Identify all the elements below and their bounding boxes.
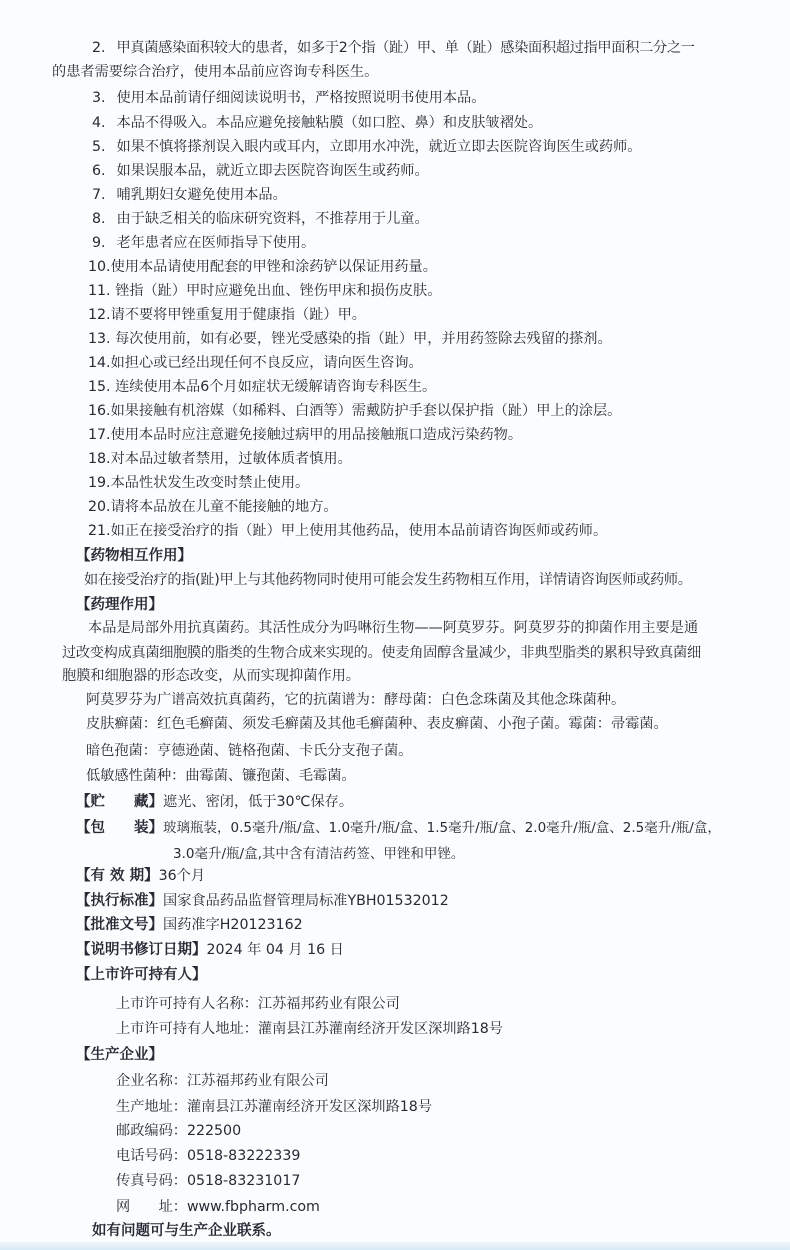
precaution-item: 21.如正在接受治疗的指（趾）甲上使用其他药品，使用本品前请咨询医师或药师。: [88, 523, 608, 539]
package-row: 【包 装】玻璃瓶装，0.5毫升/瓶/盒、1.0毫升/瓶/盒、1.5毫升/瓶/盒、2.0毫升/瓶/盒、2.5毫升/瓶/盒，: [76, 820, 721, 836]
precaution-item: 17.使用本品时应注意避免接触过病甲的用品接触瓶口造成污染药物。: [88, 427, 523, 443]
manufacturer-field: 电话号码：0518-83222339: [116, 1148, 301, 1164]
precaution-item: 9. 老年患者应在医师指导下使用。: [92, 235, 316, 251]
mah-name-row: 上市许可持有人名称：江苏福邦药业有限公司: [116, 996, 400, 1012]
precaution-item: 2. 甲真菌感染面积较大的患者，如多于2个指（趾）甲、单（趾）感染面积超过指甲面积二分之一: [92, 40, 695, 56]
precaution-item: 10.使用本品请使用配套的甲锉和涂药铲以保证用药量。: [88, 259, 437, 275]
mah-address-row: 上市许可持有人地址：灌南县江苏灌南经济开发区深圳路18号: [116, 1021, 503, 1037]
precaution-item: 8. 由于缺乏相关的临床研究资料，不推荐用于儿童。: [92, 211, 429, 227]
manufacturer-field: 传真号码：0518-83231017: [116, 1173, 301, 1189]
validity-row: 【有 效 期】36个月: [76, 868, 206, 884]
interaction-heading: 【药物相互作用】: [76, 548, 192, 564]
package-row-continued: 3.0毫升/瓶/盒,其中含有清洁药签、甲锉和甲锉。: [173, 846, 465, 862]
footer-note: 如有问题可与生产企业联系。: [92, 1223, 281, 1239]
precaution-item: 11. 锉指（趾）甲时应避免出血、锉伤甲床和损伤皮肤。: [88, 283, 442, 299]
precaution-item: 5. 如果不慎将搽剂误入眼内或耳内，立即用水冲洗，就近立即去医院咨询医生或药师。: [92, 139, 642, 155]
precaution-item: 16.如果接触有机溶媒（如稀料、白酒等）需戴防护手套以保护指（趾）甲上的涂层。: [88, 403, 622, 419]
pharmacology-heading: 【药理作用】: [76, 597, 163, 613]
spectrum-text: 阿莫罗芬为广谱高效抗真菌药，它的抗菌谱为：酵母菌：白色念珠菌及其他念珠菌种。: [86, 692, 626, 708]
mah-heading: 【上市许可持有人】: [76, 967, 207, 983]
interaction-text: 如在接受治疗的指(趾)甲上与其他药物同时使用可能会发生药物相互作用，详情请咨询医师或药师。: [84, 572, 692, 588]
precaution-item-continued: 的患者需要综合治疗，使用本品前应咨询专科医生。: [52, 64, 379, 80]
precaution-item: 18.对本品过敏者禁用，过敏体质者慎用。: [88, 451, 352, 467]
spectrum-text: 皮肤癣菌：红色毛癣菌、须发毛癣菌及其他毛癣菌种、表皮癣菌、小孢子菌。霉菌：帚霉菌。: [86, 716, 668, 732]
revision-row: 【说明书修订日期】2024 年 04 月 16 日: [76, 942, 344, 958]
precaution-item: 14.如担心或已经出现任何不良反应，请向医生咨询。: [88, 355, 423, 371]
storage-row: 【贮 藏】遮光、密闭，低于30℃保存。: [76, 794, 354, 810]
precaution-item: 6. 如果误服本品，就近立即去医院咨询医生或药师。: [92, 163, 429, 179]
pharmacology-text: 胞膜和细胞器的形态改变，从而实现抑菌作用。: [62, 668, 360, 684]
manufacturer-field: 生产地址：灌南县江苏灌南经济开发区深圳路18号: [116, 1099, 433, 1115]
manufacturer-field: 企业名称：江苏福邦药业有限公司: [116, 1073, 329, 1089]
manufacturer-heading: 【生产企业】: [76, 1047, 163, 1063]
precaution-item: 20.请将本品放在儿童不能接触的地方。: [88, 499, 338, 515]
manufacturer-field: 邮政编码：222500: [116, 1123, 242, 1139]
spectrum-text: 暗色孢菌：亨德逊菌、链格孢菌、卡氏分支孢子菌。: [86, 743, 413, 759]
pharmacology-text: 本品是局部外用抗真菌药。其活性成分为吗啉衍生物——阿莫罗芬。阿莫罗芬的抑菌作用主要是通: [88, 620, 699, 636]
pharmacology-text: 过改变构成真菌细胞膜的脂类的生物合成来实现的。使麦角固醇含量减少，非典型脂类的累积导致真菌细: [62, 645, 701, 661]
precaution-item: 7. 哺乳期妇女避免使用本品。: [92, 187, 287, 203]
manufacturer-field: 网 址：www.fbpharm.com: [116, 1199, 320, 1215]
approval-row: 【批准文号】国药准字H20123162: [76, 917, 303, 933]
precaution-item: 15. 连续使用本品6个月如症状无缓解请咨询专科医生。: [88, 379, 437, 395]
precaution-item: 12.请不要将甲锉重复用于健康指（趾）甲。: [88, 307, 366, 323]
precaution-item: 13. 每次使用前，如有必要，锉光受感染的指（趾）甲，并用药签除去残留的搽剂。: [88, 331, 612, 347]
spectrum-text: 低敏感性菌种：曲霉菌、镰孢菌、毛霉菌。: [86, 768, 356, 784]
precaution-item: 4. 本品不得吸入。本品应避免接触粘膜（如口腔、鼻）和皮肤皱褶处。: [92, 115, 543, 131]
standard-row: 【执行标准】国家食品药品监督管理局标准YBH01532012: [76, 893, 449, 909]
page-bottom-edge: [0, 1242, 790, 1250]
precaution-item: 19.本品性状发生改变时禁止使用。: [88, 475, 310, 491]
precaution-item: 3. 使用本品前请仔细阅读说明书，严格按照说明书使用本品。: [92, 90, 486, 106]
